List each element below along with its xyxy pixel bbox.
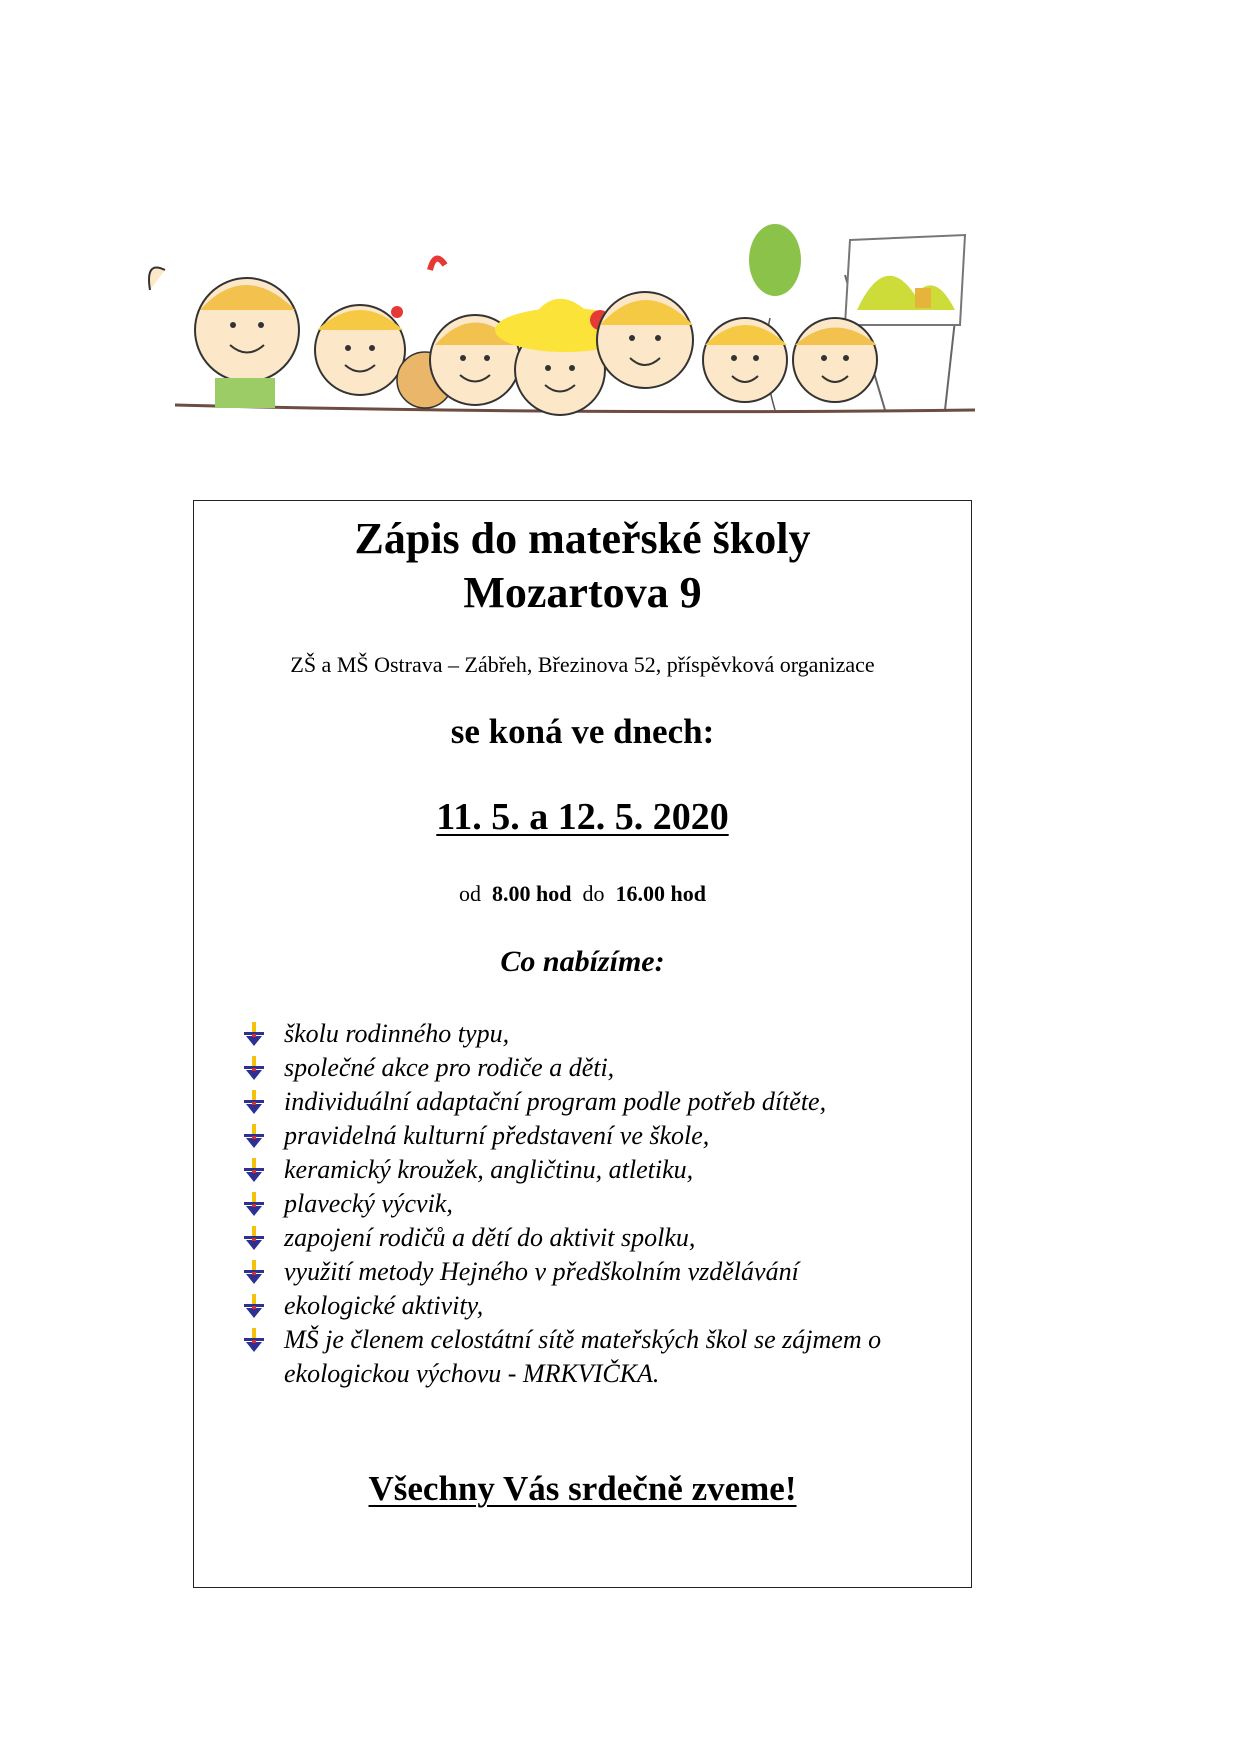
arrow-down-bullet-icon xyxy=(242,1328,266,1354)
poster-frame xyxy=(193,500,972,1588)
arrow-down-bullet-icon xyxy=(242,1056,266,1082)
list-item xyxy=(242,1323,954,1391)
list-item xyxy=(242,1153,954,1187)
offer-heading: Co nabízíme: xyxy=(500,945,665,978)
hours-from: 8.00 hod xyxy=(492,881,572,906)
opening-hours xyxy=(194,881,971,907)
list-item-text: zapojení rodičů a dětí do aktivit spolku, xyxy=(284,1223,696,1252)
list-item-text: keramický kroužek, angličtinu, atletiku, xyxy=(284,1155,694,1184)
hours-to-label: do xyxy=(582,881,605,906)
dates-intro: se koná ve dnech: xyxy=(450,712,715,751)
closing-text: Všechny Vás srdečně zveme! xyxy=(368,1469,797,1508)
arrow-down-bullet-icon xyxy=(242,1260,266,1286)
organization-name: ZŠ a MŠ Ostrava – Zábřeh, Březinova 52, příspěvková organizace xyxy=(290,652,875,677)
list-item-text: využití metody Hejného v předškolním vzdělávání xyxy=(284,1257,799,1286)
title-line-1: Zápis do mateřské školy xyxy=(354,514,811,563)
hours-from-label: od xyxy=(459,881,482,906)
list-item xyxy=(242,1187,954,1221)
list-item xyxy=(242,1085,954,1119)
offer-list xyxy=(242,1017,954,1391)
list-item-text: MŠ je členem celostátní sítě mateřských škol se zájmem o ekologickou výchovu - MRKVIČKA. xyxy=(284,1325,882,1388)
list-item-text: školu rodinného typu, xyxy=(284,1019,510,1048)
dates-text: 11. 5. a 12. 5. 2020 xyxy=(436,796,729,838)
closing-invitation xyxy=(194,1469,971,1509)
hours-to: 16.00 hod xyxy=(615,881,706,906)
list-item-text: plavecký výcvik, xyxy=(284,1189,453,1218)
arrow-down-bullet-icon xyxy=(242,1294,266,1320)
list-item xyxy=(242,1051,954,1085)
list-item-text: společné akce pro rodiče a děti, xyxy=(284,1053,615,1082)
list-item-text: ekologické aktivity, xyxy=(284,1291,484,1320)
arrow-down-bullet-icon xyxy=(242,1158,266,1184)
list-item xyxy=(242,1289,954,1323)
dates xyxy=(194,795,971,839)
list-item xyxy=(242,1017,954,1051)
children-illustration xyxy=(145,200,1005,430)
list-item-text: individuální adaptační program podle potřeb dítěte, xyxy=(284,1087,827,1116)
list-item-text: pravidelná kulturní představení ve škole, xyxy=(284,1121,710,1150)
arrow-down-bullet-icon xyxy=(242,1090,266,1116)
arrow-down-bullet-icon xyxy=(242,1124,266,1150)
title-line-2: Mozartova 9 xyxy=(463,568,702,617)
list-item xyxy=(242,1119,954,1153)
arrow-down-bullet-icon xyxy=(242,1022,266,1048)
arrow-down-bullet-icon xyxy=(242,1192,266,1218)
arrow-down-bullet-icon xyxy=(242,1226,266,1252)
list-item xyxy=(242,1255,954,1289)
list-item xyxy=(242,1221,954,1255)
